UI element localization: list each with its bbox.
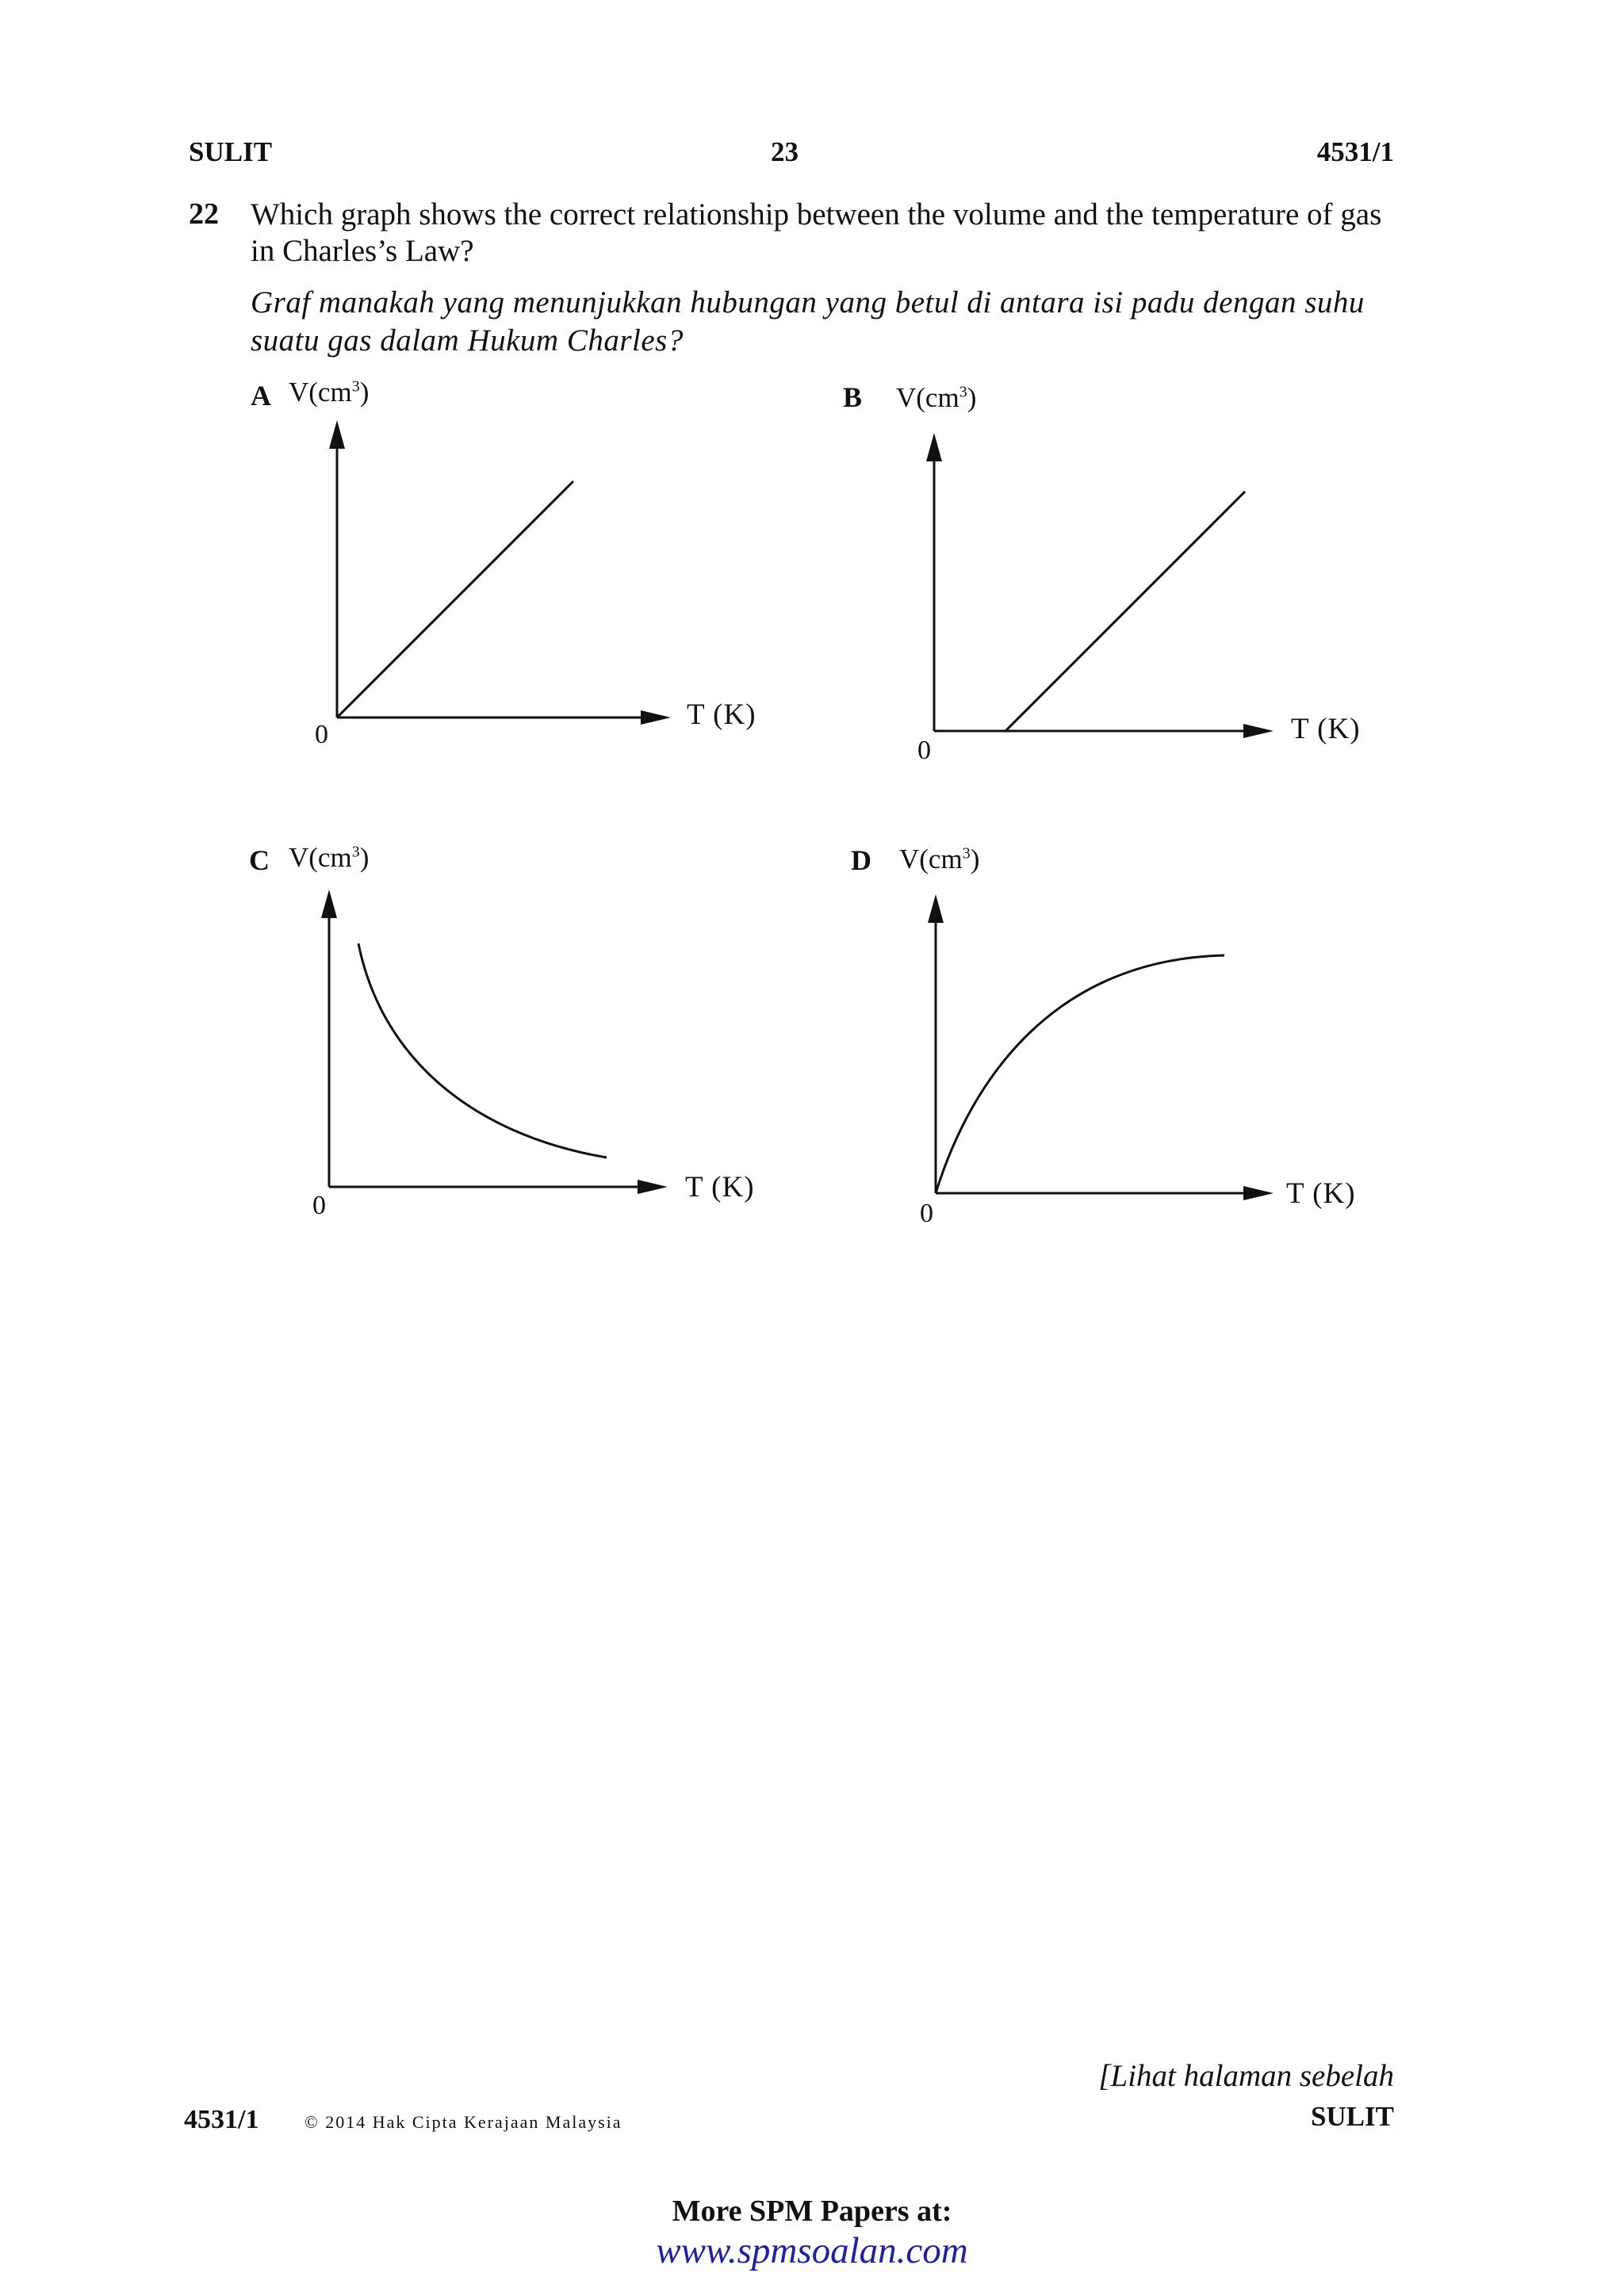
option-c-y-label: $V(cm^3)$ (289, 842, 370, 873)
option-d-x-label: T (K) (1286, 1177, 1356, 1210)
footer-sulit: SULIT (1310, 2101, 1394, 2132)
page-number: 23 (771, 136, 799, 167)
option-b-y-label: $V(cm^3)$ (896, 382, 977, 413)
option-c-origin: 0 (312, 1191, 326, 1220)
option-d-origin: 0 (920, 1199, 933, 1228)
graph-a-y-arrow (329, 420, 345, 449)
footer-copyright: © 2014 Hak Cipta Kerajaan Malaysia (304, 2112, 622, 2132)
graph-d-curve (936, 955, 1224, 1193)
graph-d-y-arrow (928, 894, 944, 923)
website-link[interactable]: www.spmsoalan.com (656, 2230, 968, 2271)
footer-turn-page: [Lihat halaman sebelah (1098, 2059, 1394, 2093)
question-text-malay: Graf manakah yang menunjukkan hubungan yang betul di antara isi padu dengan suhu suatu gas dalam Hukum Charles? (251, 285, 1365, 358)
graph-b-line (1005, 492, 1245, 731)
option-a-x-label: T (K) (687, 698, 756, 731)
option-c-x-label: T (K) (685, 1171, 755, 1203)
graph-c-y-arrow (321, 890, 337, 918)
header-paper-code: 4531/1 (1316, 136, 1394, 167)
graph-b-y-arrow (926, 433, 942, 461)
graph-c-curve (358, 943, 607, 1158)
graph-b (934, 452, 1250, 731)
graph-c-x-arrow (638, 1180, 668, 1194)
question-text-english: Which graph shows the correct relationship between the volume and the temperature of gas in Charles’s Law? (251, 197, 1382, 268)
graph-d-x-arrow (1243, 1186, 1274, 1200)
more-papers-text: More SPM Papers at: (672, 2195, 952, 2228)
graph-a-line (337, 481, 573, 718)
graph-a-x-arrow (641, 710, 671, 725)
graph-c (329, 908, 641, 1187)
option-d-y-label: $V(cm^3)$ (899, 844, 980, 874)
option-a-letter: A (251, 380, 271, 411)
option-b-letter: B (843, 381, 863, 413)
option-d-letter: D (851, 844, 871, 876)
footer-paper-code: 4531/1 (184, 2105, 259, 2134)
option-b-x-label: T (K) (1291, 713, 1361, 745)
option-a-y-label: $V(cm^3)$ (289, 377, 370, 408)
graph-d (936, 912, 1250, 1193)
graph-a (337, 440, 646, 718)
option-b-origin: 0 (917, 736, 931, 765)
header-sulit: SULIT (189, 136, 273, 167)
graph-b-x-arrow (1243, 724, 1274, 738)
option-a-origin: 0 (315, 720, 328, 749)
option-c-letter: C (249, 844, 270, 876)
question-number: 22 (189, 197, 219, 231)
